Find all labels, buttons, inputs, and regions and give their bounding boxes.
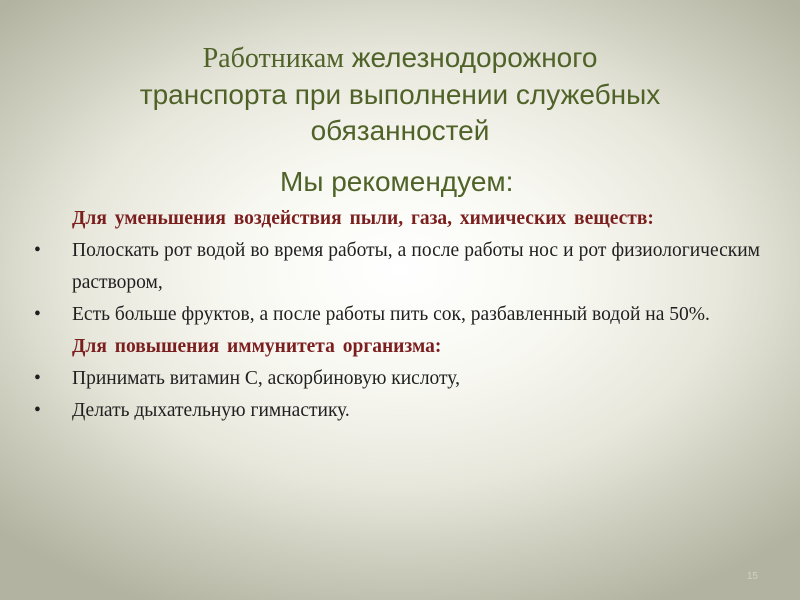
list-item-text: Делать дыхательную гимнастику. xyxy=(72,400,350,421)
bullet-icon: • xyxy=(34,400,41,421)
bullet-icon: • xyxy=(34,304,41,325)
bullet-icon: • xyxy=(34,368,41,389)
title-lead-word: Работникам xyxy=(202,43,345,74)
immunity-recommendations-list xyxy=(30,363,760,427)
section-heading-immunity: Для повышения иммунитета организма: xyxy=(72,336,442,357)
slide-title xyxy=(40,40,760,149)
list-item xyxy=(30,235,760,299)
list-item xyxy=(30,299,760,331)
list-item-text: Принимать витамин С, аскорбиновую кислоту, xyxy=(72,368,460,389)
list-item-text: Есть больше фруктов, а после работы пить сок, разбавленный водой на 50%. xyxy=(72,304,710,325)
list-item-text: Полоскать рот водой во время работы, а после работы нос и рот физиологическим раствором, xyxy=(72,240,760,293)
title-line-2: транспорта при выполнении служебных xyxy=(139,79,661,110)
recommendations-content xyxy=(30,203,760,427)
title-line-1-rest: железнодорожного xyxy=(344,42,598,73)
list-item xyxy=(30,363,760,395)
list-item xyxy=(30,395,760,427)
section-heading-dust: Для уменьшения воздействия пыли, газа, химических веществ: xyxy=(72,208,654,229)
title-line-1 xyxy=(40,40,760,77)
title-line-3: обязанностей xyxy=(310,115,490,146)
page-number: 15 xyxy=(746,571,758,582)
slide-subtitle: Мы рекомендуем: xyxy=(280,166,514,197)
bullet-icon: • xyxy=(34,240,41,261)
dust-recommendations-list xyxy=(30,235,760,331)
